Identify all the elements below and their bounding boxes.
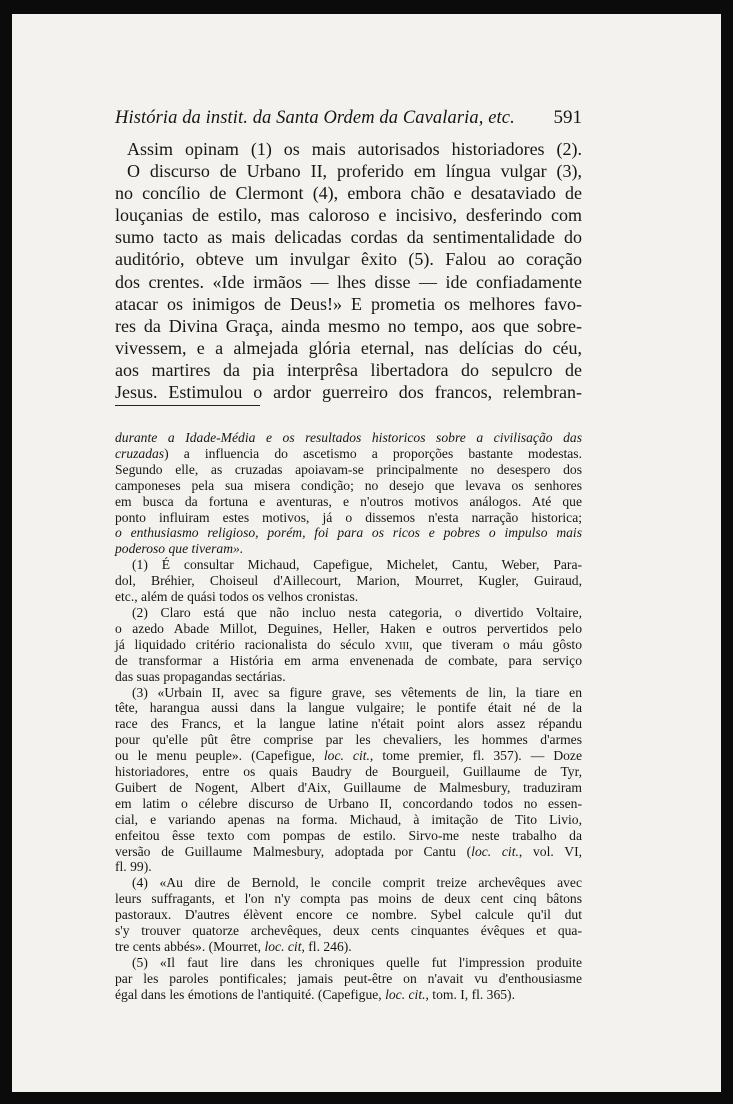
italic-text: loc. cit. [385, 986, 426, 1002]
footnote-line: pour qu'elle pût être comprise par les chevaliers, les hommes d'armes [115, 732, 582, 748]
main-text [115, 138, 582, 403]
text-line: louçanias de estilo, mas caloroso e incisivo, desferindo com [115, 205, 582, 226]
footnotes [115, 430, 582, 1003]
text-line: no concílio de Clermont (4), embora chão e desataviado de [115, 183, 582, 204]
text-line: sumo tacto as mais delicadas cordas da sentimentalidade do [115, 227, 582, 248]
footnote-text: já liquidado critério racionalista do século [115, 636, 385, 652]
text-line: res da Divina Graça, ainda mesmo no tempo, aos que sobre- [115, 315, 582, 336]
footnote-text: ) a influencia do ascetismo a proporções bastante modestas. [164, 445, 582, 461]
footnote-line: fl. 99). [115, 859, 152, 875]
footnote-line [115, 446, 582, 462]
footnote-1: (1) É consultar Michaud, Capefigue, Michelet, Cantu, Weber, Para- [132, 557, 582, 573]
footnote-text: , fl. 246). [301, 939, 352, 954]
footnote-text: , tome premier, fl. 357). — Doze [369, 748, 583, 764]
text-line: Jesus. Estimulou o ardor guerreiro dos francos, relembran- [115, 382, 582, 403]
running-title: História da instit. da Santa Ordem da Cavalaria, etc. [115, 108, 515, 128]
page-number: 591 [553, 107, 582, 128]
footnote-line: Guibert de Nogent, Albert d'Aix, Guillaume de Malmesbury, traduziram [115, 779, 582, 795]
footnote-text: ou le menu peuple». (Capefigue, [115, 748, 324, 764]
italic-text: cruzadas [115, 445, 165, 461]
italic-text: loc. cit. [323, 748, 370, 764]
book-page [12, 14, 721, 1092]
page-header [115, 107, 582, 129]
footnote-line: o enthusiasmo religioso, porém, foi para os ricos e pobres o impulso mais [115, 525, 582, 541]
footnote-text: versão de Guillaume Malmesbury, adoptada por Cantu ( [115, 843, 472, 859]
footnote-line: par les paroles pontificales; jamais peut-être on n'avait vu d'enthousiasme [115, 970, 582, 986]
century-numeral: xviii [384, 636, 410, 652]
footnote-line [115, 939, 582, 955]
footnote-line [115, 748, 582, 764]
footnote-text: , tom. I, fl. 365). [425, 986, 515, 1002]
footnote-line [115, 987, 582, 1003]
footnote-line: em busca da fortuna e aventuras, e n'outros motivos análogos. Até que [115, 493, 582, 509]
footnote-line: race des Francs, et la langue latine n'était point alors assez répandu [115, 716, 582, 732]
footnote-line: historiadores, entre os quais Baudry de Bourgueil, Guillaume de Tyr, [115, 764, 582, 780]
footnote-line: Segundo elle, as cruzadas apoiavam-se principalmente no desespero dos [115, 461, 582, 477]
footnote-line: tête, harangua aussi dans la langue vulgaire; le pontife était né de la [115, 700, 582, 716]
footnote-text: , que tiveram o máu gôsto [409, 636, 582, 652]
footnote-line: dol, Bréhier, Choiseul d'Aillecourt, Marion, Mourret, Kugler, Guiraud, [115, 573, 582, 589]
footnote-line: durante a Idade-Média e os resultados historicos sobre a civilisação das [115, 430, 582, 445]
footnote-text: , vol. VI, [518, 843, 583, 859]
footnote-separator [115, 405, 260, 406]
footnote-line: em latim o célebre discurso de Urbano II, concordando todos no essen- [115, 795, 582, 811]
footnote-2: (2) Claro está que não incluo nesta categoria, o divertido Voltaire, [132, 604, 582, 620]
text-line: O discurso de Urbano II, proferido em língua vulgar (3), [127, 161, 582, 182]
footnote-line [115, 637, 582, 653]
footnote-line: enfeitou êsse texto com pompas de estilo. Sirvo-me neste trabalho da [115, 827, 582, 843]
text-line: dos crentes. «Ide irmãos — lhes disse — ide confiadamente [115, 271, 582, 292]
text-line: Assim opinam (1) os mais autorisados historiadores (2). [127, 139, 582, 159]
footnote-line [115, 844, 582, 860]
footnote-line: de transformar a História em arma envenenada de combate, para serviço [115, 652, 582, 668]
footnote-line: s'y trouver quatorze archevêques, deux cents cinquantes évêques et qua- [115, 923, 582, 939]
text-line: vivessem, e a almejada glória eternal, nas delícias do céu, [115, 337, 582, 358]
footnote-5: (5) «Il faut lire dans les chroniques quelle fut l'impression produite [132, 954, 582, 970]
footnote-line: cial, e variando apenas na forma. Michaud, à imitação de Tito Livio, [115, 811, 582, 827]
footnote-3: (3) «Urbain II, avec sa figure grave, ses vêtements de lin, la tiare en [132, 684, 582, 700]
footnote-text: égal dans les émotions de l'antiquité. (Capefigue, [115, 986, 386, 1002]
text-line: auditório, obteve um invulgar êxito (5). Falou ao coração [115, 249, 582, 270]
footnote-line: ponto influiram estes motivos, já o dissemos n'esta narração historica; [115, 509, 582, 525]
footnote-line: etc., além de quási todos os velhos cronistas. [115, 589, 359, 605]
italic-text: loc. cit [264, 939, 302, 954]
footnote-line: leurs suffragants, et l'on n'y compta pas moins de deux cent cinq bâtons [115, 891, 582, 907]
text-line: atacar os inimigos de Deus!» E prometia os melhores favo- [115, 293, 582, 314]
footnote-line: poderoso que tiveram». [115, 541, 244, 557]
text-line: aos martires da pia interprêsa libertadora do sepulcro de [115, 359, 582, 380]
footnote-line: das suas propagandas sectárias. [115, 668, 286, 684]
footnote-text: tre cents abbés». (Mourret, [115, 939, 265, 954]
footnote-line: o azedo Abade Millot, Deguines, Heller, Haken e outros pervertidos pelo [115, 620, 582, 636]
italic-text: loc. cit. [471, 843, 519, 859]
footnote-line: camponeses pela sua misera condição; no desejo que levava os senhores [115, 477, 582, 493]
footnote-4: (4) «Au dire de Bernold, le concile comprit treize archevêques avec [132, 875, 582, 891]
footnote-line: pastoraux. D'autres élèvent encore ce nombre. Sybel calcule qu'il dut [115, 907, 582, 923]
